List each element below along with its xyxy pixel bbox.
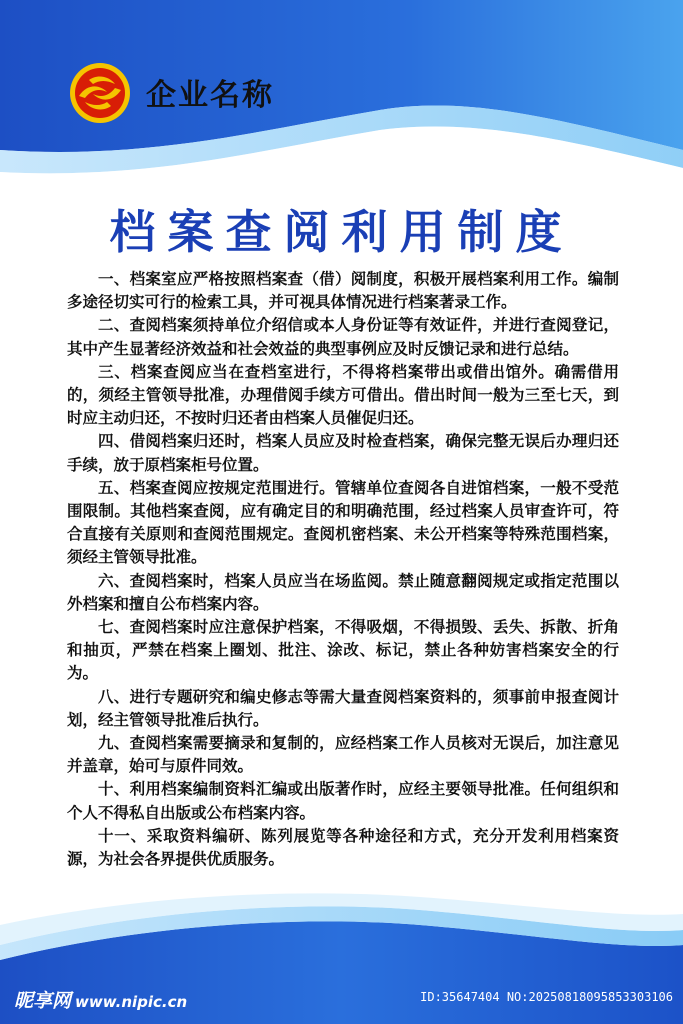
watermark <box>14 986 187 1013</box>
company-logo-icon <box>69 62 131 124</box>
paragraph-5: 五、档案查阅应按规定范围进行。管辖单位查阅各自进馆档案，一般不受范围限制。其他档案查阅，应有确定目的和明确范围，经过档案人员审查许可，符合直接有关原则和查阅范围规定。查阅机密档案、未公开档案等特殊范围档案，须经主管领导批准。 <box>67 478 619 567</box>
paragraph-9: 九、查阅档案需要摘录和复制的，应经档案工作人员核对无误后，加注意见并盖章，始可与原件同效。 <box>67 734 619 776</box>
paragraph-3: 三、档案查阅应当在查档室进行，不得将档案带出或借出馆外。确需借用的，须经主管领导批准，办理借阅手续方可借出。借出时间一般为三至七天，到时应主动归还，不按时归还者由档案人员催促归还。 <box>67 362 619 428</box>
paragraph-2: 二、查阅档案须持单位介绍信或本人身份证等有效证件，并进行查阅登记，其中产生显著经济效益和社会效益的典型事例应及时反馈记录和进行总结。 <box>67 316 619 358</box>
paragraph-10: 十、利用档案编制资料汇编或出版著作时，应经主要领导批准。任何组织和个人不得私自出版或公布档案内容。 <box>67 780 619 822</box>
watermark-brand: 昵享网 <box>14 990 72 1012</box>
document-title: 档案查阅利用制度 <box>109 205 574 259</box>
paragraph-4: 四、借阅档案归还时，档案人员应及时检查档案，确保完整无误后办理归还手续，放于原档案柜号位置。 <box>67 432 619 474</box>
paragraph-1: 一、档案室应严格按照档案查（借）阅制度，积极开展档案利用工作。编制多途径切实可行的检索工具，并可视具体情况进行档案著录工作。 <box>67 270 619 312</box>
paragraph-8: 八、进行专题研究和编史修志等需大量查阅档案资料的，须事前申报查阅计划，经主管领导批准后执行。 <box>67 687 619 729</box>
watermark-url: www.nipic.cn <box>75 993 188 1011</box>
paragraph-6: 六、查阅档案时，档案人员应当在场监阅。禁止随意翻阅规定或指定范围以外档案和擅自公布档案内容。 <box>67 571 619 613</box>
regulation-body <box>67 268 619 871</box>
paragraph-11: 十一、采取资料编研、陈列展览等各种途径和方式，充分开发利用档案资源，为社会各界提供优质服务。 <box>67 826 619 869</box>
company-name: 企业名称 <box>146 78 274 113</box>
image-id: ID:35647404 NO:20250818095853303106 <box>420 990 673 1004</box>
paragraph-7: 七、查阅档案时应注意保护档案，不得吸烟，不得损毁、丢失、拆散、折角和抽页，严禁在档案上圈划、批注、涂改、标记，禁止各种妨害档案安全的行为。 <box>67 618 619 683</box>
